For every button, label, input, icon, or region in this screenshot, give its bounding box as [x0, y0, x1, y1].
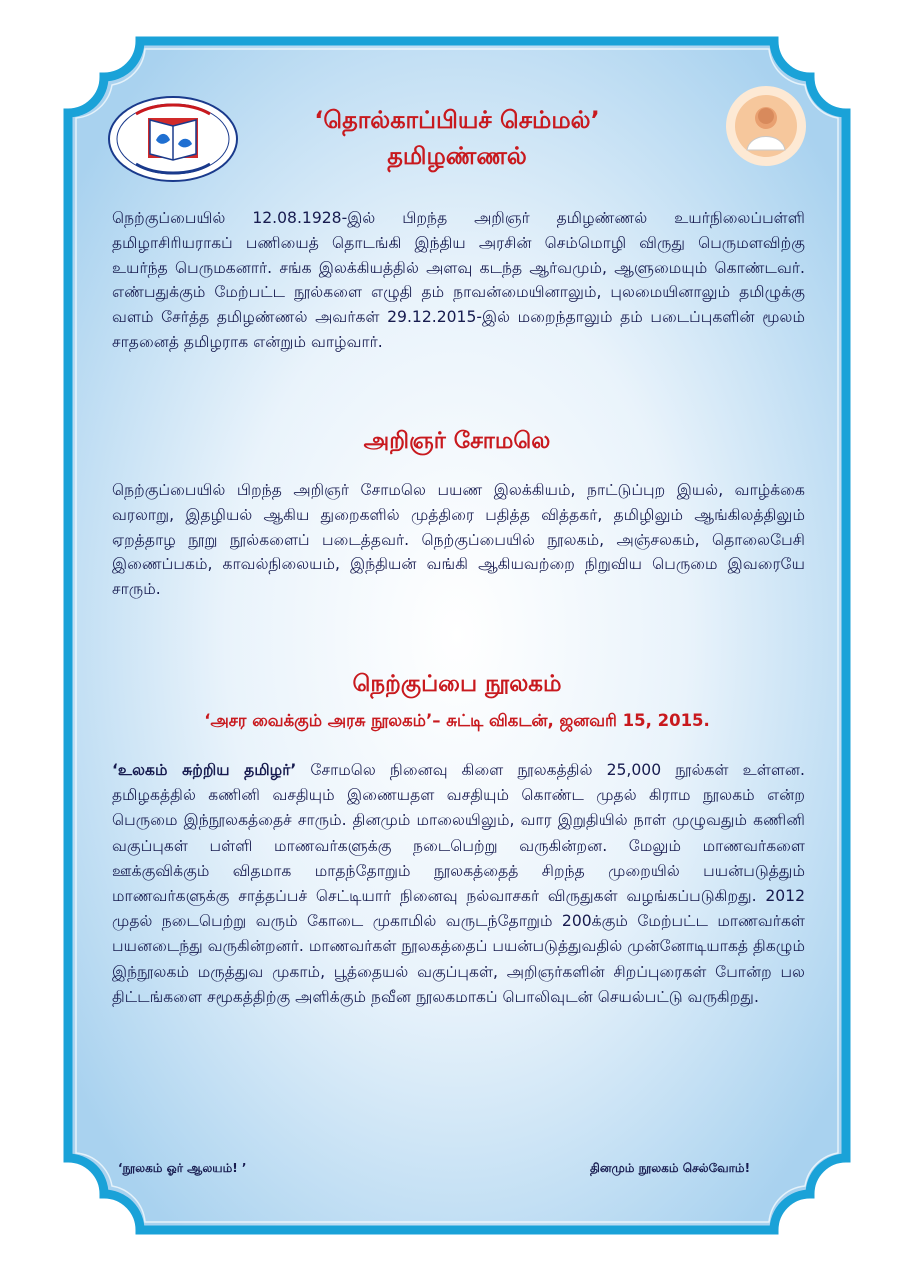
library-paragraph: [112, 758, 805, 1010]
library-paragraph-body: சோமலெ நினைவு கிளை நூலகத்தில் 25,000 நூல்கள் உள்ளன. தமிழகத்தில் கணினி வசதியும் இணையதள வசதியும் கொண்ட முதல் கிராம நூலகம் என்ற பெருமை இந்நூலகத்தைச் சாரும். தினமும் மாலையிலும், வார இறுதியில் நாள் முழுவதும் கணினி வகுப்புகள் பள்ளி மாணவர்களுக்கு நடைபெற்று வருகின்றன. மேலும் மாணவர்களை ஊக்குவிக்கும் விதமாக மாதந்தோறும் நூலகத்தைத் சிறந்த முறையில் பயன்படுத்தும் மாணவர்களுக்கு சாத்தப்பச் செட்டியார் நினைவு நல்வாசகர் விருதுகள் வழங்கப்படுகிறது. 2012 முதல் நடைபெற்று வரும் கோடை முகாமில் வருடந்தோறும் 200க்கும் மேற்பட்ட மாணவர்கள் பயனடைந்து வருகின்றனர். மாணவர்கள் நூலகத்தைப் பயன்படுத்துவதில் முன்னோடியாகத் திகழும் இந்நூலகம் மருத்துவ முகாம், பூத்தையல் வகுப்புகள், அறிஞர்களின் சிறப்புரைகள் போன்ற பல திட்டங்களை சமூகத்திற்கு அளிக்கும் நவீன நூலகமாகப் பொலிவுடன் செயல்பட்டு வருகிறது.: [112, 761, 806, 1006]
somalay-heading: அறிஞர் சோமலெ: [363, 428, 551, 454]
footer-slogan-left: ‘நூலகம் ஓர் ஆலயம்! ’: [118, 1161, 247, 1175]
page-title-line2: தமிழண்ணல்: [387, 142, 527, 170]
tamizhannal-paragraph: நெற்குப்பையில் 12.08.1928-இல் பிறந்த அறிஞர் தமிழண்ணல் உயர்நிலைப்பள்ளி தமிழாசிரியராகப் பணியைத் தொடங்கி இந்திய அரசின் செம்மொழி விருது பெருமளவிற்கு உயர்ந்த பெருமகனார். சங்க இலக்கியத்தில் அளவு கடந்த ஆர்வமும், ஆளுமையும் கொண்டவர். எண்பதுக்கும் மேற்பட்ட நூல்களை எழுதி தம் நாவன்மையினாலும், புலமையினாலும் தமிழுக்கு வளம் சேர்த்த தமிழண்ணல் அவர்கள் 29.12.2015-இல் மறைந்தாலும் தம் படைப்புகளின் மூலம் சாதனைத் தமிழராக என்றும் வாழ்வார்.: [112, 209, 805, 351]
library-paragraph-lead: ‘உலகம் சுற்றிய தமிழர்’: [112, 761, 297, 779]
page-title-line1: ‘தொல்காப்பியச் செம்மல்’: [314, 106, 600, 134]
library-heading: நெற்குப்பை நூலகம்: [352, 671, 562, 697]
library-subheading: ‘அசர வைக்கும் அரசு நூலகம்’– சுட்டி விகடன், ஜனவரி 15, 2015.: [204, 711, 710, 730]
somalay-paragraph: நெற்குப்பையில் பிறந்த அறிஞர் சோமலெ பயண இலக்கியம், நாட்டுப்புற இயல், வாழ்க்கை வரலாறு, இதழியல் ஆகிய துறைகளில் முத்திரை பதித்த வித்தகர், தமிழிலும் ஆங்கிலத்திலும் ஏறத்தாழ நூறு நூல்களைப் படைத்தவர். நெற்குப்பையில் நூலகம், அஞ்சலகம், தொலைபேசி இணைப்பகம், காவல்நிலையம், இந்தியன் வங்கி ஆகியவற்றை நிறுவிய பெருமை இவரையே சாரும்.: [112, 481, 805, 599]
footer-slogan-right: தினமும் நூலகம் செல்வோம்!: [590, 1161, 751, 1175]
